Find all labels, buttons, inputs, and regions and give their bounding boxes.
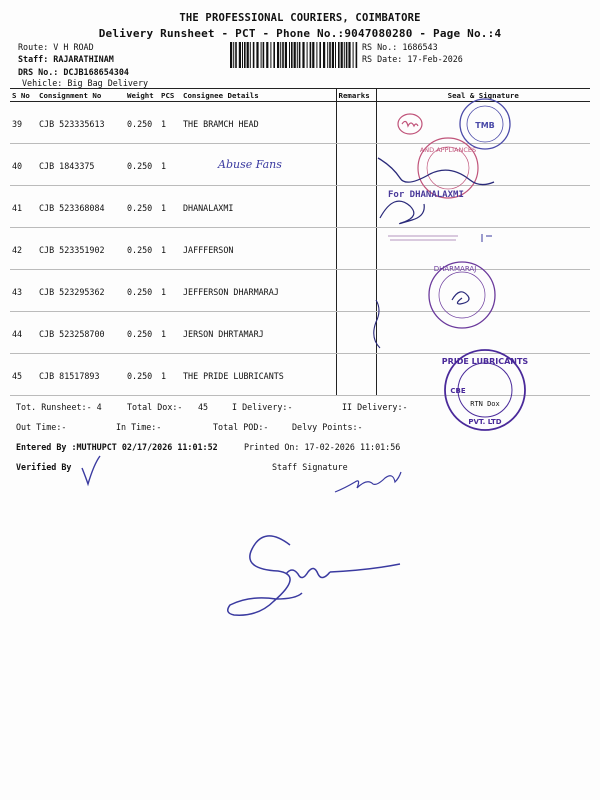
cell-sno: 45 bbox=[10, 354, 37, 396]
signature-row43 bbox=[374, 300, 380, 348]
cell-pcs: 1 bbox=[159, 228, 181, 270]
staff-signature-ink bbox=[335, 472, 401, 492]
signature-row41 bbox=[380, 201, 424, 224]
faded-stamp-row42 bbox=[388, 236, 458, 240]
large-signature bbox=[228, 536, 400, 615]
cell-consignment: CJB 523368084 bbox=[37, 186, 125, 228]
cell-consignment: CJB 1843375 bbox=[37, 144, 125, 186]
company-title: THE PROFESSIONAL COURIERS, COIMBATORE bbox=[179, 12, 421, 24]
pride-stamp-top: PRIDE LUBRICANTS bbox=[441, 357, 529, 366]
cell-sno: 40 bbox=[10, 144, 37, 186]
cell-sno: 39 bbox=[10, 102, 37, 144]
bank-stamp bbox=[460, 99, 510, 149]
route-label: Route: V H ROAD bbox=[18, 42, 94, 52]
cell-weight: 0.250 bbox=[125, 228, 159, 270]
cell-consignee: THE BRAMCH HEAD bbox=[181, 102, 336, 144]
out-time: Out Time:- bbox=[16, 422, 67, 432]
delvy-points: Delvy Points:- bbox=[292, 422, 363, 432]
ii-delivery: II Delivery:- bbox=[342, 402, 408, 412]
cell-consignee: JERSON DHRTAMARJ bbox=[181, 312, 336, 354]
stamp-scribble-row39 bbox=[398, 114, 422, 134]
i-delivery: I Delivery:- bbox=[232, 402, 293, 412]
cell-pcs: 1 bbox=[159, 144, 181, 186]
cell-consignee: JEFFERSON DHARMARAJ bbox=[181, 270, 336, 312]
bank-stamp-text: TMB bbox=[475, 121, 495, 130]
dharmaraj-stamp-text: DHARMARAJ bbox=[433, 265, 477, 273]
pride-lubricants-stamp bbox=[442, 350, 529, 430]
cell-consignee: THE PRIDE LUBRICANTS bbox=[181, 354, 336, 396]
cell-pcs: 1 bbox=[159, 186, 181, 228]
entered-by: Entered By :MUTHUPCT 02/17/2026 11:01:52 bbox=[16, 442, 218, 452]
handwritten-consignee: Abuse Fans bbox=[218, 158, 282, 171]
cell-pcs: 1 bbox=[159, 102, 181, 144]
total-dox-value: 45 bbox=[198, 402, 209, 412]
mark-row42 bbox=[482, 234, 492, 242]
cell-weight: 0.250 bbox=[125, 186, 159, 228]
pride-stamp-dox: RTN Dox bbox=[470, 400, 500, 408]
vehicle-label: Vehicle: Big Bag Delivery bbox=[22, 78, 149, 88]
dharmaraj-stamp bbox=[429, 262, 495, 328]
cell-pcs: 1 bbox=[159, 270, 181, 312]
cell-consignment: CJB 523335613 bbox=[37, 102, 125, 144]
appliance-stamp-text: AND APPLIANCES bbox=[419, 146, 477, 154]
appliance-stamp bbox=[418, 138, 478, 198]
total-pod: Total POD:- bbox=[213, 422, 269, 432]
in-time: In Time:- bbox=[116, 422, 162, 432]
cell-weight: 0.250 bbox=[125, 354, 159, 396]
col-consignee: Consignee Details bbox=[181, 89, 336, 102]
col-remarks: Remarks bbox=[336, 89, 376, 102]
drs-number: DRS No.: DCJB168654304 bbox=[18, 67, 129, 77]
cell-sno: 42 bbox=[10, 228, 37, 270]
total-dox-label: Total Dox:- bbox=[127, 402, 183, 412]
cell-sno: 41 bbox=[10, 186, 37, 228]
cell-consignment: CJB 81517893 bbox=[37, 354, 125, 396]
pride-stamp-bottom: PVT. LTD bbox=[468, 418, 502, 426]
cell-pcs: 1 bbox=[159, 312, 181, 354]
cell-consignee: JAFFFERSON bbox=[181, 228, 336, 270]
cell-consignment: CJB 523258700 bbox=[37, 312, 125, 354]
col-pcs: PCS bbox=[159, 89, 181, 102]
col-seal-signature: Seal & Signature bbox=[376, 89, 590, 102]
staff-signature-label: Staff Signature bbox=[272, 462, 348, 472]
cell-weight: 0.250 bbox=[125, 102, 159, 144]
printed-on: Printed On: 17-02-2026 11:01:56 bbox=[244, 442, 401, 452]
cell-weight: 0.250 bbox=[125, 144, 159, 186]
tot-runsheet: Tot. Runsheet:- 4 bbox=[16, 402, 102, 412]
cell-consignment: CJB 523295362 bbox=[37, 270, 125, 312]
col-weight: Weight bbox=[125, 89, 159, 102]
rs-date: RS Date: 17-Feb-2026 bbox=[362, 54, 463, 64]
cell-weight: 0.250 bbox=[125, 312, 159, 354]
col-consignment: Consignment No bbox=[37, 89, 125, 102]
cell-pcs: 1 bbox=[159, 354, 181, 396]
cell-sno: 43 bbox=[10, 270, 37, 312]
rs-number: RS No.: 1686543 bbox=[362, 42, 438, 52]
runsheet-subtitle: Delivery Runsheet - PCT - Phone No.:9047080280 - Page No.:4 bbox=[98, 27, 502, 40]
col-sno: S No bbox=[10, 89, 37, 102]
staff-label: Staff: RAJARATHINAM bbox=[18, 54, 114, 64]
signature-row40 bbox=[378, 158, 494, 185]
cell-consignment: CJB 523351902 bbox=[37, 228, 125, 270]
verified-by: Verified By bbox=[16, 462, 72, 472]
pride-stamp-left: CBE bbox=[450, 387, 466, 395]
cell-consignee: DHANALAXMI bbox=[181, 186, 336, 228]
cell-sno: 44 bbox=[10, 312, 37, 354]
cell-weight: 0.250 bbox=[125, 270, 159, 312]
dhanalaxmi-stamp: For DHANALAXMI bbox=[388, 190, 464, 200]
verified-tick bbox=[82, 456, 100, 484]
